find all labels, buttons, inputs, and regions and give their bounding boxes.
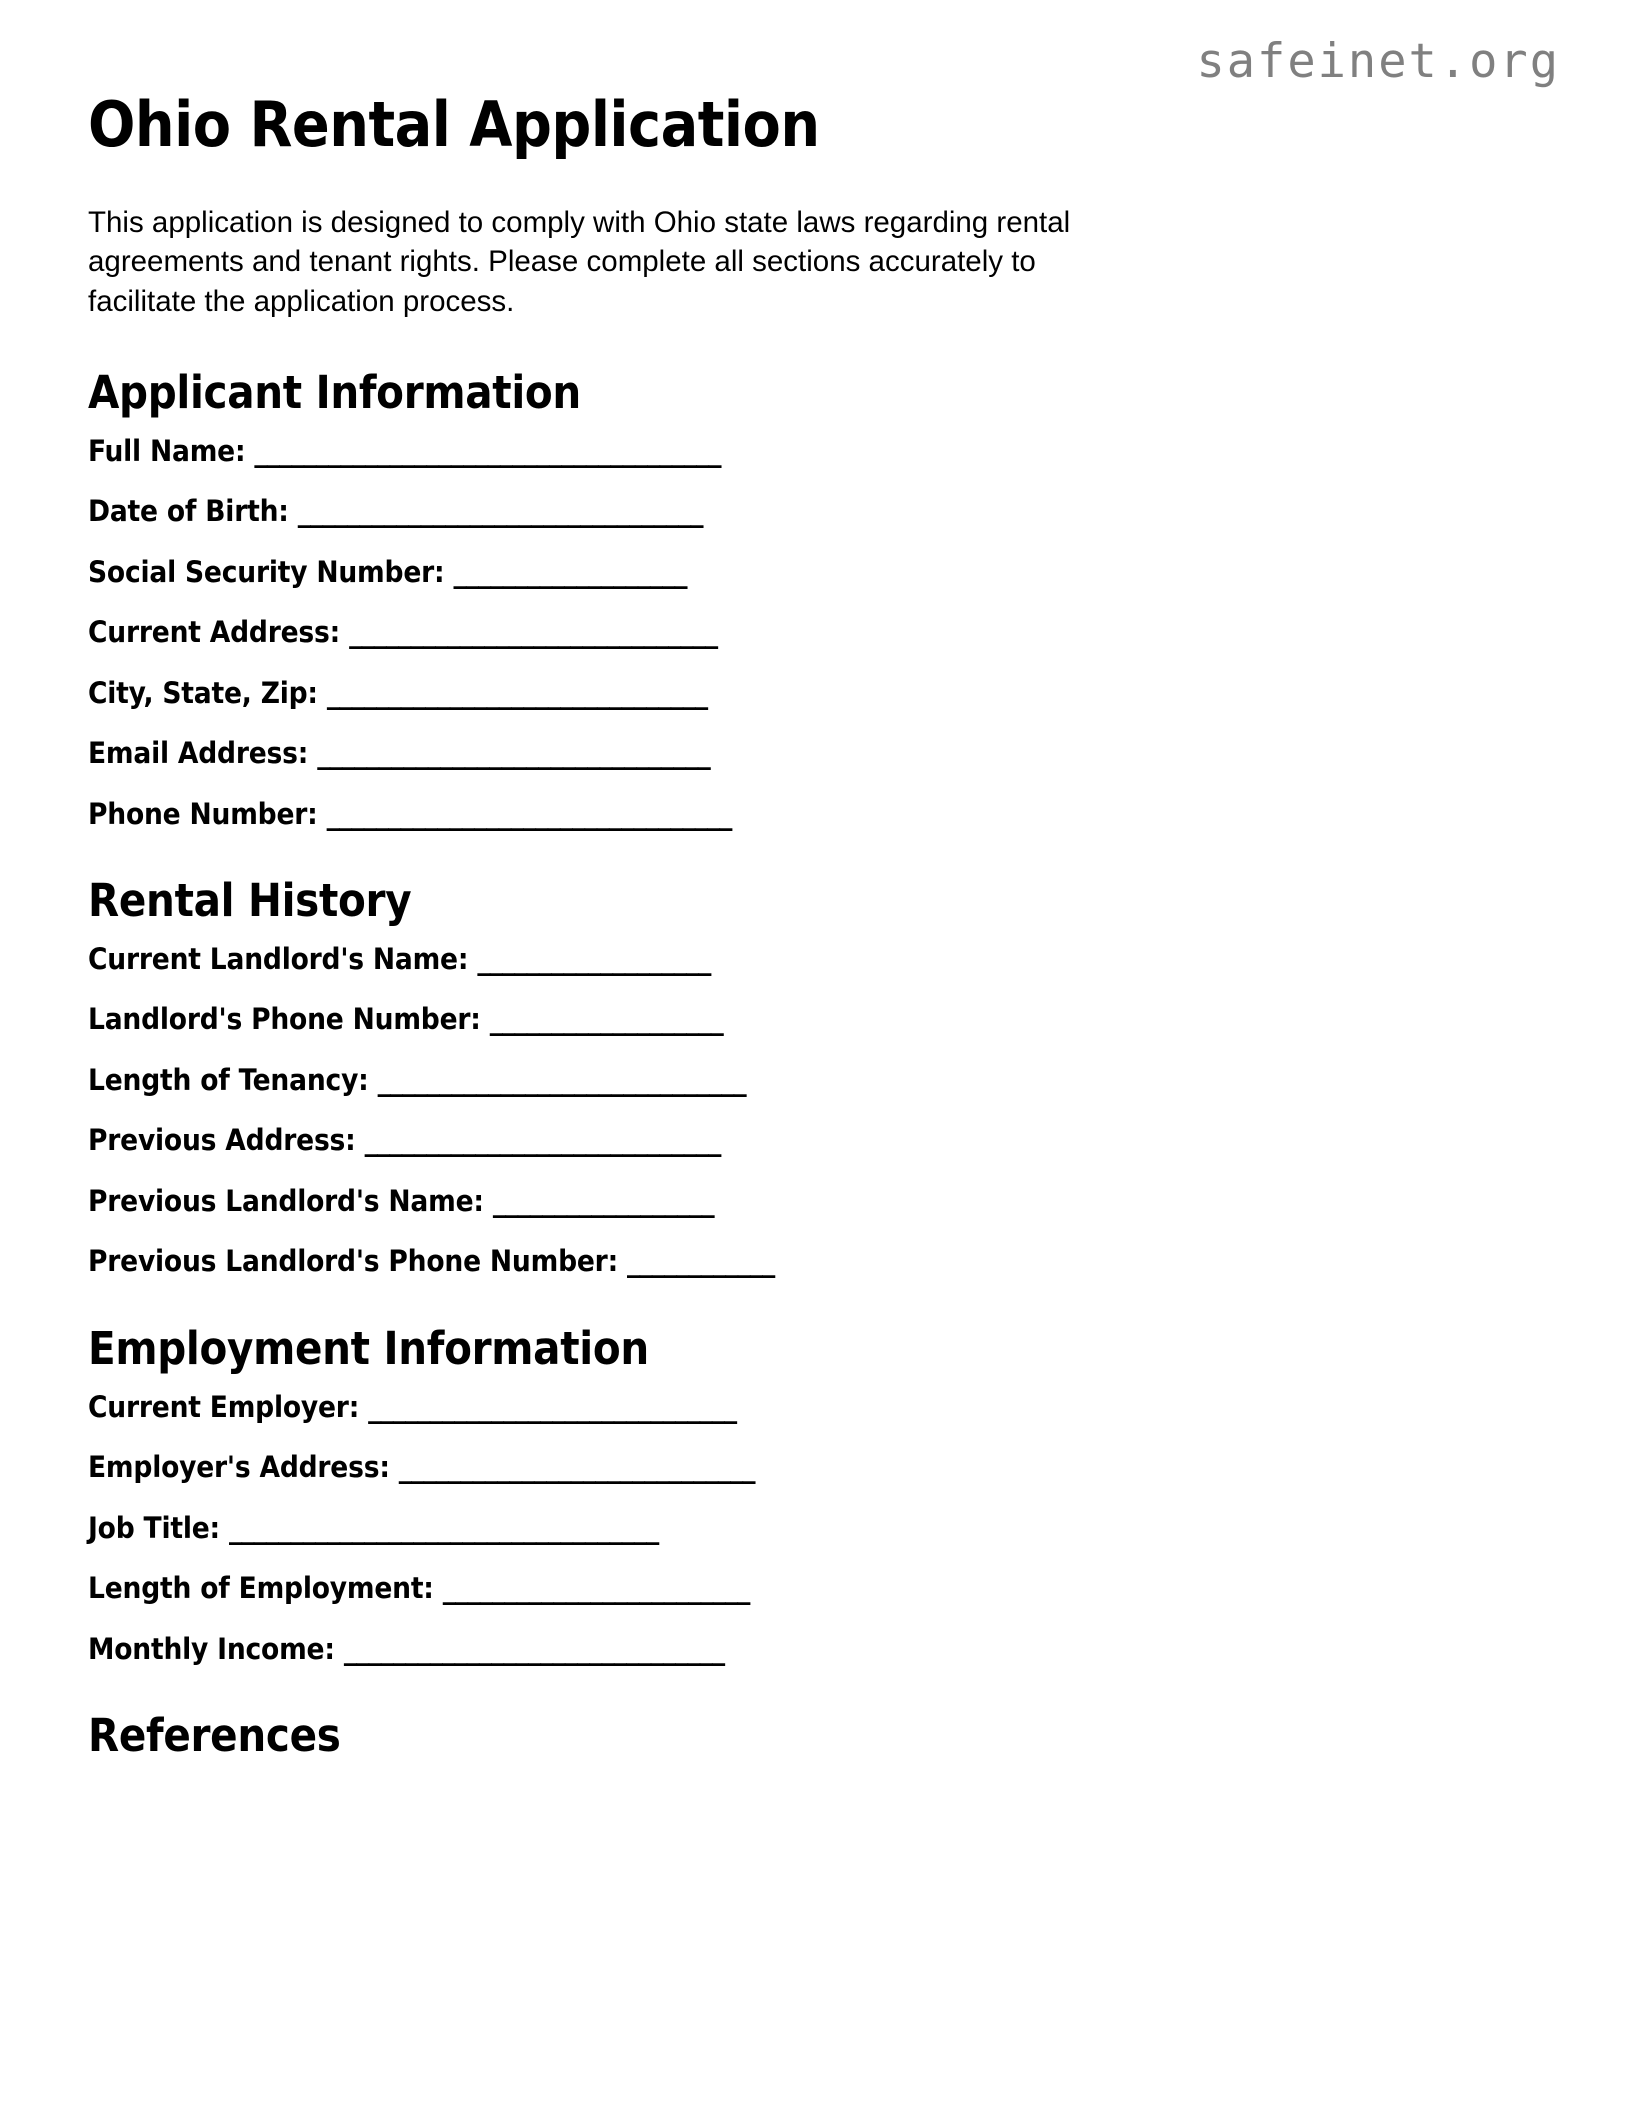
field-write-in-line[interactable]: ___________________	[477, 941, 711, 976]
field-label: Length of Tenancy:	[88, 1062, 369, 1097]
section-heading: References	[88, 1709, 341, 1763]
form-field-row	[88, 1483, 1556, 1544]
watermark-safeinet: safeinet.org	[1196, 34, 1560, 89]
field-label: Current Landlord's Name:	[88, 941, 469, 976]
field-label: Full Name:	[88, 433, 246, 468]
field-label: City, State, Zip:	[88, 675, 318, 710]
field-label: Current Employer:	[88, 1389, 360, 1424]
field-write-in-line[interactable]: _________________________________	[297, 494, 703, 529]
field-label: Previous Address:	[88, 1123, 356, 1158]
field-write-in-line[interactable]: __________________	[492, 1183, 714, 1218]
field-write-in-line[interactable]: _________________________	[442, 1571, 750, 1606]
field-label: Employer's Address:	[88, 1450, 390, 1485]
field-label: Monthly Income:	[88, 1631, 335, 1666]
field-write-in-line[interactable]: ______________________________	[377, 1062, 746, 1097]
field-write-in-line[interactable]: _________________________________	[326, 796, 732, 831]
form-field-row	[88, 1156, 1556, 1217]
form-field-row	[88, 1216, 1556, 1277]
field-write-in-line[interactable]: ______________________________	[368, 1389, 737, 1424]
form-field-row	[88, 974, 1556, 1035]
form-field-row	[88, 527, 1556, 588]
sections-container	[88, 321, 1556, 1766]
field-write-in-line[interactable]: _______________________________	[326, 675, 708, 710]
field-write-in-line[interactable]: ___________________________________	[228, 1510, 659, 1545]
form-field-row	[88, 1604, 1556, 1665]
form-field-row	[88, 769, 1556, 830]
field-write-in-line[interactable]: ____________	[627, 1244, 775, 1279]
page-title: Ohio Rental Application	[88, 88, 820, 161]
field-label: Job Title:	[88, 1510, 220, 1545]
section-heading: Employment Information	[88, 1321, 649, 1375]
field-write-in-line[interactable]: ________________________________	[317, 736, 710, 771]
field-write-in-line[interactable]: ___________________	[489, 1002, 723, 1037]
form-field-row	[88, 1035, 1556, 1096]
field-write-in-line[interactable]: ______________________________	[349, 615, 718, 650]
field-label: Date of Birth:	[88, 494, 289, 529]
field-label: Current Address:	[88, 615, 341, 650]
field-write-in-line[interactable]: _______________________________	[343, 1631, 725, 1666]
field-write-in-line[interactable]: ___________________	[453, 554, 687, 589]
field-label: Previous Landlord's Name:	[88, 1183, 484, 1218]
form-field-row	[88, 587, 1556, 648]
form-field-row	[88, 1379, 1556, 1423]
field-label: Phone Number:	[88, 796, 318, 831]
intro-paragraph: This application is designed to comply with Ohio state laws regarding rental agreements and tenant rights. Please complete all sections accurately to facilitate the application process.	[88, 206, 1071, 318]
form-field-row	[88, 423, 1556, 467]
field-label: Email Address:	[88, 736, 309, 771]
form-field-row	[88, 648, 1556, 709]
field-write-in-line[interactable]: ______________________________________	[254, 433, 721, 468]
field-label: Length of Employment:	[88, 1571, 434, 1606]
field-write-in-line[interactable]: _____________________________	[398, 1450, 755, 1485]
form-field-row	[88, 931, 1556, 975]
field-write-in-line[interactable]: _____________________________	[364, 1123, 721, 1158]
form-field-row	[88, 1543, 1556, 1604]
form-field-row	[88, 466, 1556, 527]
section-heading: Rental History	[88, 874, 412, 928]
field-label: Landlord's Phone Number:	[88, 1002, 481, 1037]
form-field-row	[88, 708, 1556, 769]
form-field-row	[88, 1095, 1556, 1156]
section-heading: Applicant Information	[88, 365, 581, 419]
field-label: Previous Landlord's Phone Number:	[88, 1244, 618, 1279]
form-field-row	[88, 1422, 1556, 1483]
field-label: Social Security Number:	[88, 554, 445, 589]
